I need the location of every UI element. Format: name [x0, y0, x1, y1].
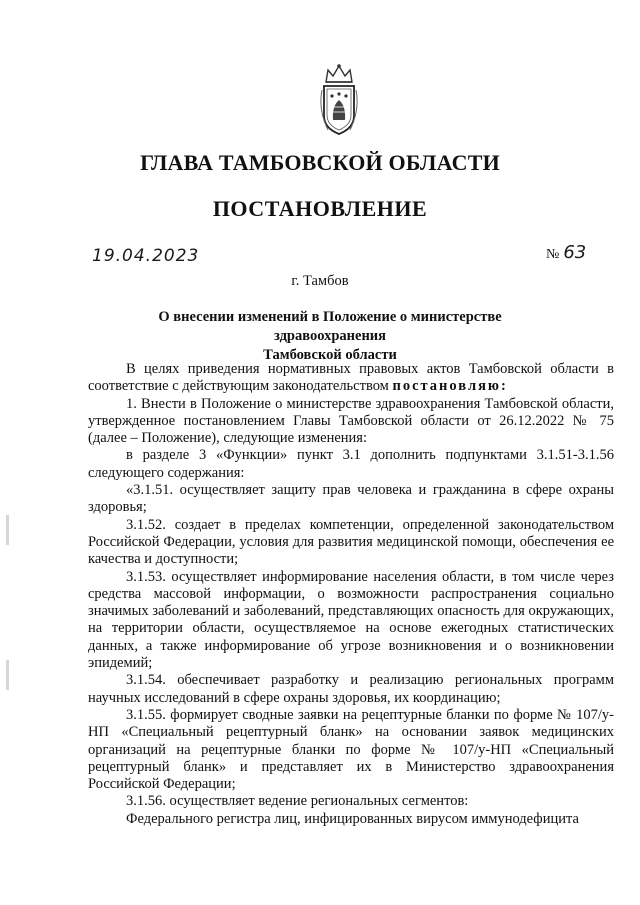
document-date: 19.04.2023 [92, 246, 200, 266]
margin-mark [6, 660, 9, 690]
preamble-paragraph [88, 361, 614, 396]
body-paragraph: в разделе 3 «Функции» пункт 3.1 дополнить подпунктами 3.1.51-3.1.56 следующего содержания: [88, 447, 614, 481]
title-line: Тамбовской области [263, 347, 397, 363]
body-paragraph: «3.1.51. осуществляет защиту прав человека и гражданина в сфере охраны здоровья; [88, 482, 614, 516]
body-paragraph: 1. Внести в Положение о министерстве здравоохранения Тамбовской области, утвержденное постановлением Главы Тамбовской области от 26.12.2022 № 75 (далее – Положение), следующие изменения: [88, 395, 614, 447]
place-of-issue: г. Тамбов [291, 273, 349, 289]
preamble-text: В целях приведения нормативных правовых актов Тамбовской области в соответствие с действующим законодательством [88, 361, 614, 395]
document-title [110, 308, 550, 365]
body-paragraph: 3.1.52. создает в пределах компетенции, определенной законодательством Российской Федерации, условия для развития медицинской помощи, обеспечения ее качества и доступности; [88, 516, 614, 568]
document-body [88, 361, 614, 828]
body-paragraph: Федерального регистра лиц, инфицированных вирусом иммунодефицита [126, 810, 579, 827]
title-line: О внесении изменений в Положение о министерстве здравоохранения [158, 309, 502, 344]
coat-of-arms-icon [318, 60, 360, 138]
body-paragraph: 3.1.56. осуществляет ведение региональных сегментов: [126, 793, 469, 810]
decree-word: постановляю: [392, 378, 508, 395]
body-paragraph: 3.1.54. обеспечивает разработку и реализацию региональных программ научных исследований в сфере охраны здоровья, их координацию; [88, 672, 614, 706]
margin-mark [6, 515, 9, 545]
body-paragraph: 3.1.55. формирует сводные заявки на рецептурные бланки по форме № 107/у-НП «Специальный рецептурный бланк» на основании заявок медицинских организаций на рецептурные бланки по форме № 107/у-НП «Специальный рецептурный бланк» и представляет их в Министерство здравоохранения Российской Федерации; [88, 706, 614, 793]
authority-heading: ГЛАВА ТАМБОВСКОЙ ОБЛАСТИ [140, 150, 500, 175]
document-number [546, 242, 586, 263]
document-type-heading: ПОСТАНОВЛЕНИЕ [212, 196, 428, 221]
number-label: № [546, 247, 560, 262]
body-paragraph: 3.1.53. осуществляет информирование населения области, в том числе через средства массовой информации, о возможности распространения социально значимых заболеваний и заболеваний, представляющих опасность для окружающих, на территории области, осуществляемое на основе ежегодных статистических данных, а также информирование об угрозе возникновения и о возникновении эпидемий; [88, 568, 614, 672]
number-value: 63 [563, 242, 587, 263]
